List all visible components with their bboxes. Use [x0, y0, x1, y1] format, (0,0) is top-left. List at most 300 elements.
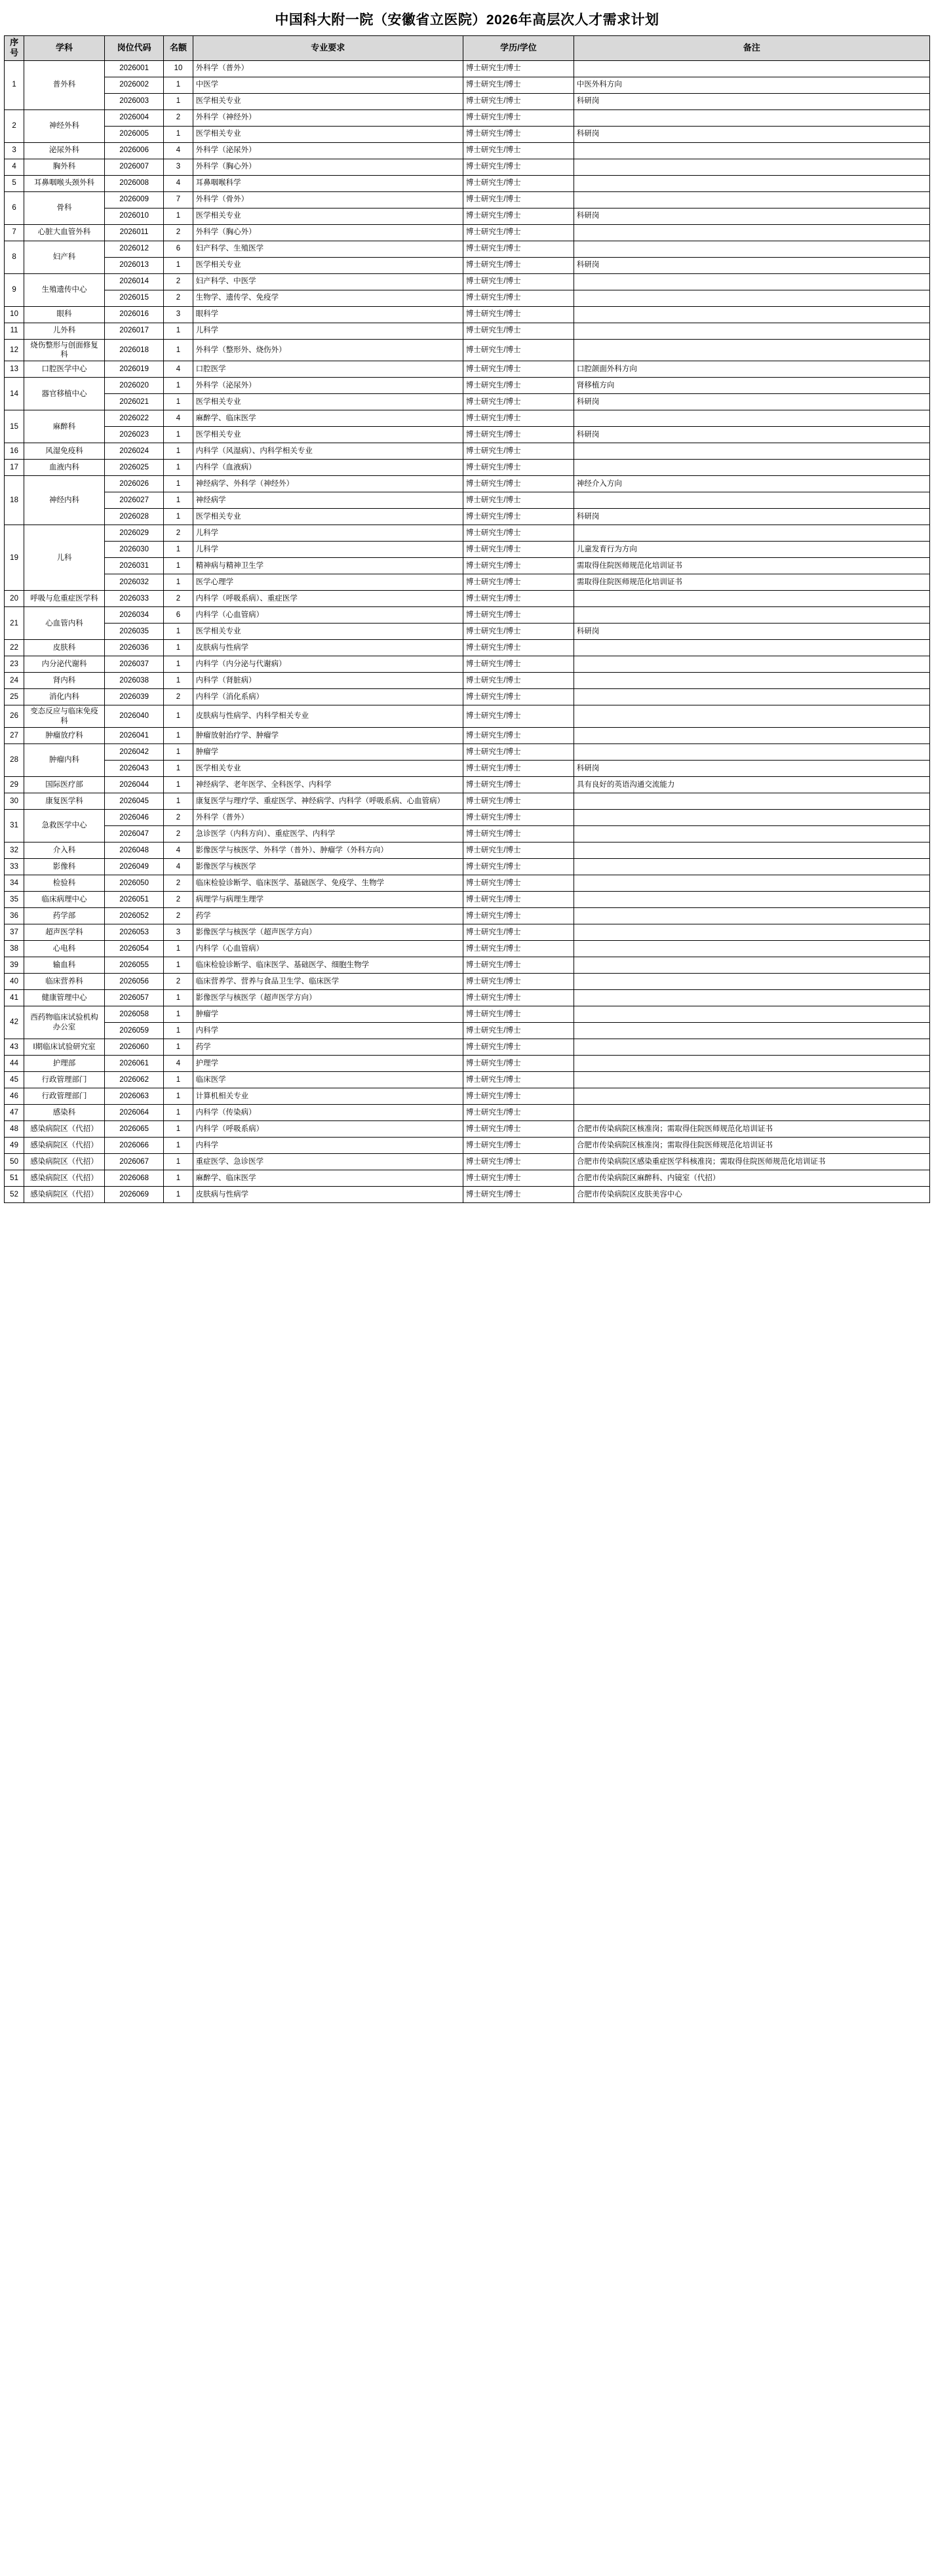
cell-post-code: 2026009 — [104, 191, 164, 208]
cell-remark — [574, 941, 929, 957]
cell-department: 泌尿外科 — [24, 142, 105, 159]
cell-degree: 博士研究生/博士 — [463, 191, 574, 208]
cell-post-code: 2026008 — [104, 175, 164, 191]
cell-degree: 博士研究生/博士 — [463, 689, 574, 705]
cell-degree: 博士研究生/博士 — [463, 126, 574, 142]
cell-post-code: 2026063 — [104, 1088, 164, 1105]
cell-remark — [574, 306, 929, 323]
cell-major-requirement: 外科学（普外） — [193, 810, 463, 826]
cell-remark — [574, 175, 929, 191]
cell-degree: 博士研究生/博士 — [463, 443, 574, 460]
cell-post-code: 2026056 — [104, 974, 164, 990]
cell-department: 感染病院区（代招） — [24, 1138, 105, 1154]
cell-remark — [574, 689, 929, 705]
cell-major-requirement: 内科学（肾脏病） — [193, 673, 463, 689]
cell-degree: 博士研究生/博士 — [463, 378, 574, 394]
cell-remark: 科研岗 — [574, 208, 929, 224]
cell-department: 肿瘤内科 — [24, 744, 105, 777]
cell-remark: 需取得住院医师规范化培训证书 — [574, 558, 929, 574]
cell-remark — [574, 443, 929, 460]
cell-department: 输血科 — [24, 957, 105, 974]
cell-major-requirement: 肿瘤学 — [193, 744, 463, 761]
cell-major-requirement: 急诊医学（内科方向）、重症医学、内科学 — [193, 826, 463, 842]
cell-quota: 2 — [164, 224, 193, 241]
cell-major-requirement: 医学相关专业 — [193, 624, 463, 640]
cell-quota: 1 — [164, 427, 193, 443]
cell-department: I期临床试验研究室 — [24, 1039, 105, 1056]
cell-post-code: 2026069 — [104, 1187, 164, 1203]
cell-department: 健康管理中心 — [24, 990, 105, 1006]
cell-index: 39 — [5, 957, 24, 974]
table-row — [5, 460, 930, 476]
cell-index: 43 — [5, 1039, 24, 1056]
table-row — [5, 290, 930, 306]
cell-major-requirement: 临床医学 — [193, 1072, 463, 1088]
cell-department: 麻醉科 — [24, 410, 105, 443]
cell-quota: 4 — [164, 142, 193, 159]
cell-quota: 7 — [164, 191, 193, 208]
table-row — [5, 109, 930, 126]
cell-major-requirement: 内科学（传染病） — [193, 1105, 463, 1121]
cell-remark — [574, 640, 929, 656]
cell-degree: 博士研究生/博士 — [463, 810, 574, 826]
cell-degree: 博士研究生/博士 — [463, 924, 574, 941]
cell-degree: 博士研究生/博士 — [463, 427, 574, 443]
cell-post-code: 2026052 — [104, 908, 164, 924]
cell-post-code: 2026026 — [104, 476, 164, 492]
cell-remark — [574, 842, 929, 859]
cell-remark — [574, 607, 929, 624]
cell-department: 口腔医学中心 — [24, 361, 105, 378]
cell-remark — [574, 826, 929, 842]
table-row — [5, 728, 930, 744]
cell-post-code: 2026036 — [104, 640, 164, 656]
cell-post-code: 2026041 — [104, 728, 164, 744]
table-row — [5, 175, 930, 191]
cell-major-requirement: 药学 — [193, 908, 463, 924]
table-row — [5, 892, 930, 908]
table-row — [5, 525, 930, 542]
cell-degree: 博士研究生/博士 — [463, 323, 574, 339]
cell-remark: 合肥市传染病院区皮肤美容中心 — [574, 1187, 929, 1203]
table-row — [5, 673, 930, 689]
table-row — [5, 640, 930, 656]
cell-major-requirement: 内科学（心血管病） — [193, 607, 463, 624]
cell-quota: 3 — [164, 159, 193, 175]
cell-quota: 4 — [164, 410, 193, 427]
cell-index: 37 — [5, 924, 24, 941]
cell-index: 20 — [5, 591, 24, 607]
cell-index: 12 — [5, 339, 24, 361]
cell-remark: 需取得住院医师规范化培训证书 — [574, 574, 929, 591]
cell-department: 变态反应与临床免疫科 — [24, 705, 105, 728]
cell-department: 皮肤科 — [24, 640, 105, 656]
table-row — [5, 859, 930, 875]
cell-degree: 博士研究生/博士 — [463, 460, 574, 476]
cell-degree: 博士研究生/博士 — [463, 93, 574, 109]
cell-remark — [574, 892, 929, 908]
cell-index: 40 — [5, 974, 24, 990]
cell-remark — [574, 908, 929, 924]
cell-degree: 博士研究生/博士 — [463, 1154, 574, 1170]
cell-post-code: 2026035 — [104, 624, 164, 640]
table-row — [5, 908, 930, 924]
cell-remark: 具有良好的英语沟通交流能力 — [574, 777, 929, 793]
table-row — [5, 378, 930, 394]
cell-degree: 博士研究生/博士 — [463, 509, 574, 525]
cell-remark — [574, 410, 929, 427]
cell-major-requirement: 皮肤病与性病学 — [193, 1187, 463, 1203]
cell-quota: 1 — [164, 1187, 193, 1203]
table-row — [5, 159, 930, 175]
cell-major-requirement: 耳鼻咽喉科学 — [193, 175, 463, 191]
table-row — [5, 1154, 930, 1170]
cell-quota: 1 — [164, 793, 193, 810]
cell-post-code: 2026033 — [104, 591, 164, 607]
cell-department: 行政管理部门 — [24, 1088, 105, 1105]
cell-degree: 博士研究生/博士 — [463, 574, 574, 591]
cell-post-code: 2026038 — [104, 673, 164, 689]
table-row — [5, 427, 930, 443]
cell-remark — [574, 273, 929, 290]
cell-post-code: 2026031 — [104, 558, 164, 574]
cell-index: 5 — [5, 175, 24, 191]
cell-index: 15 — [5, 410, 24, 443]
cell-remark — [574, 591, 929, 607]
cell-quota: 2 — [164, 290, 193, 306]
table-row — [5, 1187, 930, 1203]
cell-post-code: 2026055 — [104, 957, 164, 974]
cell-major-requirement: 影像医学与核医学（超声医学方向） — [193, 924, 463, 941]
cell-department: 感染科 — [24, 1105, 105, 1121]
cell-degree: 博士研究生/博士 — [463, 290, 574, 306]
cell-quota: 1 — [164, 777, 193, 793]
cell-post-code: 2026032 — [104, 574, 164, 591]
cell-degree: 博士研究生/博士 — [463, 1187, 574, 1203]
cell-major-requirement: 重症医学、急诊医学 — [193, 1154, 463, 1170]
cell-major-requirement: 康复医学与理疗学、重症医学、神经病学、内科学（呼吸系病、心血管病） — [193, 793, 463, 810]
column-header-remark: 备注 — [574, 36, 929, 61]
table-row — [5, 624, 930, 640]
cell-major-requirement: 外科学（骨外） — [193, 191, 463, 208]
cell-department: 急救医学中心 — [24, 810, 105, 842]
cell-quota: 1 — [164, 378, 193, 394]
cell-index: 14 — [5, 378, 24, 410]
cell-degree: 博士研究生/博士 — [463, 1105, 574, 1121]
cell-degree: 博士研究生/博士 — [463, 558, 574, 574]
table-row — [5, 476, 930, 492]
cell-remark — [574, 142, 929, 159]
cell-major-requirement: 医学相关专业 — [193, 761, 463, 777]
cell-major-requirement: 医学相关专业 — [193, 93, 463, 109]
cell-degree: 博士研究生/博士 — [463, 859, 574, 875]
cell-post-code: 2026020 — [104, 378, 164, 394]
cell-quota: 2 — [164, 591, 193, 607]
cell-remark — [574, 224, 929, 241]
cell-major-requirement: 内科学（消化系病） — [193, 689, 463, 705]
cell-degree: 博士研究生/博士 — [463, 77, 574, 93]
cell-department: 康复医学科 — [24, 793, 105, 810]
cell-index: 13 — [5, 361, 24, 378]
table-row — [5, 777, 930, 793]
cell-major-requirement: 护理学 — [193, 1056, 463, 1072]
cell-degree: 博士研究生/博士 — [463, 410, 574, 427]
cell-index: 47 — [5, 1105, 24, 1121]
cell-index: 51 — [5, 1170, 24, 1187]
table-body — [5, 60, 930, 1203]
table-row — [5, 875, 930, 892]
cell-remark: 科研岗 — [574, 394, 929, 410]
cell-quota: 1 — [164, 761, 193, 777]
cell-post-code: 2026011 — [104, 224, 164, 241]
cell-department: 风湿免疫科 — [24, 443, 105, 460]
cell-quota: 1 — [164, 323, 193, 339]
cell-quota: 4 — [164, 1056, 193, 1072]
cell-degree: 博士研究生/博士 — [463, 656, 574, 673]
table-row — [5, 191, 930, 208]
cell-remark — [574, 705, 929, 728]
cell-quota: 3 — [164, 306, 193, 323]
cell-degree: 博士研究生/博士 — [463, 142, 574, 159]
cell-remark — [574, 990, 929, 1006]
cell-index: 49 — [5, 1138, 24, 1154]
cell-degree: 博士研究生/博士 — [463, 728, 574, 744]
table-row — [5, 842, 930, 859]
cell-remark — [574, 728, 929, 744]
cell-major-requirement: 内科学（呼吸系病）、重症医学 — [193, 591, 463, 607]
cell-quota: 1 — [164, 1138, 193, 1154]
cell-index: 31 — [5, 810, 24, 842]
table-row — [5, 542, 930, 558]
cell-major-requirement: 肿瘤学 — [193, 1006, 463, 1023]
cell-index: 23 — [5, 656, 24, 673]
cell-remark — [574, 241, 929, 257]
cell-degree: 博士研究生/博士 — [463, 777, 574, 793]
cell-degree: 博士研究生/博士 — [463, 761, 574, 777]
cell-index: 27 — [5, 728, 24, 744]
table-row — [5, 558, 930, 574]
cell-index: 36 — [5, 908, 24, 924]
table-row — [5, 126, 930, 142]
table-row — [5, 957, 930, 974]
cell-remark — [574, 1023, 929, 1039]
table-row — [5, 656, 930, 673]
column-header-quota: 名额 — [164, 36, 193, 61]
cell-department: 感染病院区（代招） — [24, 1121, 105, 1138]
table-row — [5, 793, 930, 810]
cell-department: 神经外科 — [24, 109, 105, 142]
cell-post-code: 2026051 — [104, 892, 164, 908]
cell-remark — [574, 957, 929, 974]
cell-remark: 合肥市传染病院区核准岗；需取得住院医师规范化培训证书 — [574, 1138, 929, 1154]
cell-post-code: 2026022 — [104, 410, 164, 427]
cell-degree: 博士研究生/博士 — [463, 990, 574, 1006]
cell-post-code: 2026042 — [104, 744, 164, 761]
cell-index: 50 — [5, 1154, 24, 1170]
cell-remark: 科研岗 — [574, 509, 929, 525]
cell-post-code: 2026013 — [104, 257, 164, 273]
cell-major-requirement: 神经病学、老年医学、全科医学、内科学 — [193, 777, 463, 793]
cell-post-code: 2026012 — [104, 241, 164, 257]
cell-major-requirement: 医学相关专业 — [193, 126, 463, 142]
cell-index: 29 — [5, 777, 24, 793]
cell-degree: 博士研究生/博士 — [463, 208, 574, 224]
cell-degree: 博士研究生/博士 — [463, 607, 574, 624]
cell-index: 18 — [5, 476, 24, 525]
cell-index: 33 — [5, 859, 24, 875]
table-row — [5, 77, 930, 93]
cell-quota: 1 — [164, 542, 193, 558]
cell-index: 24 — [5, 673, 24, 689]
cell-degree: 博士研究生/博士 — [463, 1023, 574, 1039]
cell-remark: 科研岗 — [574, 624, 929, 640]
table-row — [5, 509, 930, 525]
cell-remark — [574, 323, 929, 339]
table-row — [5, 361, 930, 378]
cell-remark — [574, 673, 929, 689]
cell-major-requirement: 麻醉学、临床医学 — [193, 1170, 463, 1187]
cell-major-requirement: 医学相关专业 — [193, 509, 463, 525]
cell-department: 呼吸与危重症医学科 — [24, 591, 105, 607]
cell-remark — [574, 1105, 929, 1121]
cell-degree: 博士研究生/博士 — [463, 1072, 574, 1088]
cell-index: 26 — [5, 705, 24, 728]
cell-major-requirement: 外科学（整形外、烧伤外） — [193, 339, 463, 361]
table-row — [5, 306, 930, 323]
cell-post-code: 2026037 — [104, 656, 164, 673]
cell-post-code: 2026060 — [104, 1039, 164, 1056]
cell-post-code: 2026028 — [104, 509, 164, 525]
cell-degree: 博士研究生/博士 — [463, 1138, 574, 1154]
table-row — [5, 607, 930, 624]
cell-quota: 1 — [164, 558, 193, 574]
cell-quota: 4 — [164, 842, 193, 859]
cell-quota: 1 — [164, 728, 193, 744]
cell-index: 21 — [5, 607, 24, 640]
cell-remark — [574, 875, 929, 892]
cell-index: 48 — [5, 1121, 24, 1138]
cell-quota: 2 — [164, 810, 193, 826]
cell-department: 检验科 — [24, 875, 105, 892]
cell-post-code: 2026047 — [104, 826, 164, 842]
cell-degree: 博士研究生/博士 — [463, 892, 574, 908]
cell-post-code: 2026044 — [104, 777, 164, 793]
cell-remark — [574, 1039, 929, 1056]
cell-remark: 儿童发育行为方向 — [574, 542, 929, 558]
table-row — [5, 492, 930, 509]
cell-quota: 1 — [164, 640, 193, 656]
cell-major-requirement: 儿科学 — [193, 542, 463, 558]
cell-quota: 2 — [164, 908, 193, 924]
cell-index: 22 — [5, 640, 24, 656]
table-row — [5, 1006, 930, 1023]
table-row — [5, 1138, 930, 1154]
cell-remark — [574, 159, 929, 175]
cell-degree: 博士研究生/博士 — [463, 361, 574, 378]
table-row — [5, 241, 930, 257]
table-row — [5, 941, 930, 957]
cell-remark: 科研岗 — [574, 761, 929, 777]
cell-degree: 博士研究生/博士 — [463, 339, 574, 361]
cell-major-requirement: 影像医学与核医学（超声医学方向） — [193, 990, 463, 1006]
cell-post-code: 2026062 — [104, 1072, 164, 1088]
cell-post-code: 2026023 — [104, 427, 164, 443]
cell-quota: 4 — [164, 361, 193, 378]
cell-major-requirement: 儿科学 — [193, 525, 463, 542]
table-row — [5, 810, 930, 826]
cell-remark — [574, 460, 929, 476]
cell-remark — [574, 109, 929, 126]
cell-degree: 博士研究生/博士 — [463, 1006, 574, 1023]
cell-quota: 2 — [164, 689, 193, 705]
cell-post-code: 2026064 — [104, 1105, 164, 1121]
cell-quota: 1 — [164, 744, 193, 761]
cell-post-code: 2026027 — [104, 492, 164, 509]
cell-department: 心脏大血管外科 — [24, 224, 105, 241]
cell-quota: 1 — [164, 476, 193, 492]
cell-quota: 1 — [164, 394, 193, 410]
table-row — [5, 410, 930, 427]
cell-quota: 1 — [164, 705, 193, 728]
cell-major-requirement: 麻醉学、临床医学 — [193, 410, 463, 427]
cell-degree: 博士研究生/博士 — [463, 744, 574, 761]
cell-department: 感染病院区（代招） — [24, 1170, 105, 1187]
cell-major-requirement: 医学相关专业 — [193, 208, 463, 224]
cell-department: 感染病院区（代招） — [24, 1154, 105, 1170]
cell-remark — [574, 974, 929, 990]
cell-post-code: 2026014 — [104, 273, 164, 290]
cell-remark: 科研岗 — [574, 93, 929, 109]
cell-quota: 6 — [164, 241, 193, 257]
table-row — [5, 574, 930, 591]
cell-quota: 4 — [164, 859, 193, 875]
table-row — [5, 323, 930, 339]
cell-degree: 博士研究生/博士 — [463, 624, 574, 640]
cell-post-code: 2026024 — [104, 443, 164, 460]
cell-major-requirement: 计算机相关专业 — [193, 1088, 463, 1105]
cell-remark: 合肥市传染病院区感染重症医学科核准岗；需取得住院医师规范化培训证书 — [574, 1154, 929, 1170]
cell-quota: 1 — [164, 957, 193, 974]
cell-remark — [574, 1072, 929, 1088]
cell-remark — [574, 656, 929, 673]
cell-major-requirement: 药学 — [193, 1039, 463, 1056]
cell-department: 烧伤整形与创面修复科 — [24, 339, 105, 361]
column-header-index: 序号 — [5, 36, 24, 61]
cell-index: 30 — [5, 793, 24, 810]
cell-index: 25 — [5, 689, 24, 705]
cell-major-requirement: 皮肤病与性病学、内科学相关专业 — [193, 705, 463, 728]
cell-degree: 博士研究生/博士 — [463, 941, 574, 957]
cell-remark: 肾移植方向 — [574, 378, 929, 394]
cell-department: 临床病理中心 — [24, 892, 105, 908]
cell-quota: 1 — [164, 339, 193, 361]
cell-degree: 博士研究生/博士 — [463, 394, 574, 410]
cell-post-code: 2026059 — [104, 1023, 164, 1039]
cell-post-code: 2026034 — [104, 607, 164, 624]
cell-quota: 2 — [164, 109, 193, 126]
cell-index: 17 — [5, 460, 24, 476]
cell-quota: 2 — [164, 273, 193, 290]
cell-degree: 博士研究生/博士 — [463, 673, 574, 689]
cell-post-code: 2026049 — [104, 859, 164, 875]
cell-remark — [574, 859, 929, 875]
cell-remark — [574, 1056, 929, 1072]
cell-department: 肿瘤放疗科 — [24, 728, 105, 744]
cell-post-code: 2026068 — [104, 1170, 164, 1187]
cell-degree: 博士研究生/博士 — [463, 842, 574, 859]
cell-quota: 1 — [164, 673, 193, 689]
cell-department: 胸外科 — [24, 159, 105, 175]
